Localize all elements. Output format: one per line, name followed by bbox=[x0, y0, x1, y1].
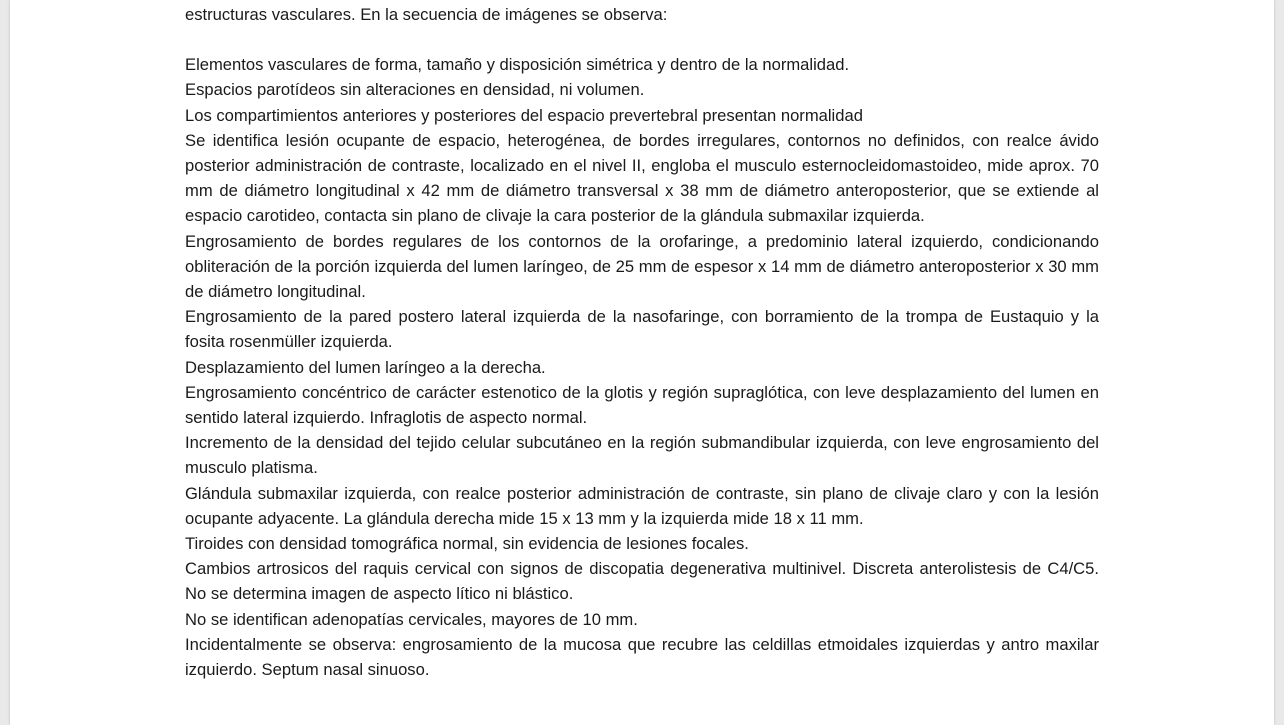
document-page bbox=[10, 0, 1274, 725]
finding-laryngeal-shift: Desplazamiento del lumen laríngeo a la derecha. bbox=[185, 357, 546, 377]
finding-thyroid: Tiroides con densidad tomográfica normal, sin evidencia de lesiones focales. bbox=[185, 534, 749, 554]
finding-nasopharynx: Engrosamiento de la pared postero lateral izquierda de la nasofaringe, con borramiento de la trompa de Eustaquio y la fosita rosenmüller izquierda. bbox=[185, 307, 1099, 352]
finding-vascular: Elementos vasculares de forma, tamaño y disposición simétrica y dentro de la normalidad. bbox=[185, 55, 850, 75]
finding-cervical-spine: Cambios artrosicos del raquis cervical con signos de discopatia degenerativa multinivel. Discreta anterolistesis de C4/C5. No se determina imagen de aspecto lítico ni blástico. bbox=[185, 559, 1099, 604]
finding-incidental: Incidentalmente se observa: engrosamiento de la mucosa que recubre las celdillas etmoidales izquierdas y antro maxilar izquierdo. Septum nasal sinuoso. bbox=[185, 634, 1099, 680]
finding-prevertebral: Los compartimientos anteriores y posteriores del espacio prevertebral presentan normalidad bbox=[185, 105, 863, 125]
finding-glottis: Engrosamiento concéntrico de carácter estenotico de la glotis y región supraglótica, con leve desplazamiento del lumen en sentido lateral izquierdo. Infraglotis de aspecto normal. bbox=[185, 382, 1099, 428]
intro-line: estructuras vasculares. En la secuencia de imágenes se observa: bbox=[185, 5, 668, 24]
finding-subcutaneous: Incremento de la densidad del tejido celular subcutáneo en la región submandibular izquierda, con leve engrosamiento del musculo platisma. bbox=[185, 433, 1099, 478]
finding-oropharynx: Engrosamiento de bordes regulares de los contornos de la orofaringe, a predominio lateral izquierdo, condicionando obliteración de la porción izquierda del lumen laríngeo, de 25 mm de espesor x 14 mm de diámetro anteroposterior x 30 mm de diámetro longitudinal. bbox=[185, 231, 1099, 302]
finding-lymph-nodes: No se identifican adenopatías cervicales, mayores de 10 mm. bbox=[185, 609, 638, 629]
report-body bbox=[185, 2, 1099, 682]
finding-lesion: Se identifica lesión ocupante de espacio, heterogénea, de bordes irregulares, contornos no definidos, con realce ávido posterior administración de contraste, localizado en el nivel II, engloba el musculo esternocleidomastoideo, mide aprox. 70 mm de diámetro longitudinal x 42 mm de diámetro transversal x 38 mm de diámetro anteroposterior, que se extiende al espacio carotideo, contacta sin plano de clivaje la cara posterior de la glándula submaxilar izquierda. bbox=[185, 130, 1099, 226]
finding-parotid: Espacios parotídeos sin alteraciones en densidad, ni volumen. bbox=[185, 80, 645, 100]
finding-submaxillary: Glándula submaxilar izquierda, con realce posterior administración de contraste, sin plano de clivaje claro y con la lesión ocupante adyacente. La glándula derecha mide 15 x 13 mm y la izquierda mide 18 x 11 mm. bbox=[185, 483, 1099, 528]
